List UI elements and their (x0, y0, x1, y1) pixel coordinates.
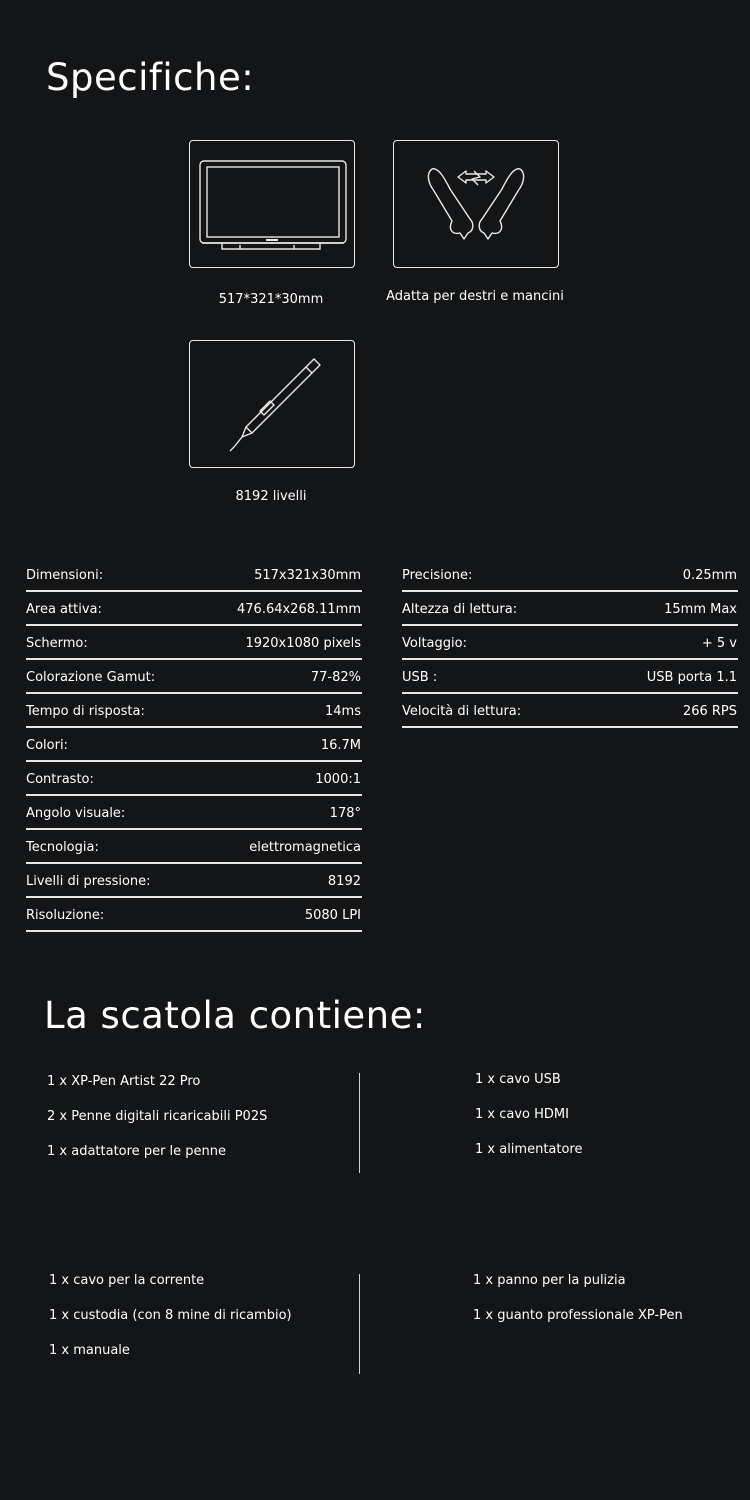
spec-label: Schermo: (26, 636, 88, 651)
spec-value: 77-82% (310, 670, 361, 685)
spec-table-left (26, 560, 362, 932)
spec-value: elettromagnetica (249, 840, 361, 855)
spec-label: Angolo visuale: (26, 806, 126, 821)
spec-label: Voltaggio: (402, 636, 467, 651)
spec-label: Colorazione Gamut: (26, 670, 156, 685)
spec-row (26, 662, 362, 694)
spec-value: 5080 LPI (304, 908, 361, 923)
box-item: 1 x cavo USB (475, 1072, 561, 1087)
spec-label: Dimensioni: (26, 568, 104, 583)
spec-label: Altezza di lettura: (402, 602, 518, 617)
spec-label: Area attiva: (26, 602, 102, 617)
spec-row (26, 866, 362, 898)
stylus-pen-icon (190, 341, 354, 467)
box-item: 1 x cavo per la corrente (49, 1273, 205, 1288)
box-item: 1 x XP-Pen Artist 22 Pro (47, 1074, 201, 1089)
spec-row (26, 594, 362, 626)
spec-value: 1000:1 (315, 772, 361, 787)
column-divider (359, 1274, 360, 1374)
feature-caption-dimensions: 517*321*30mm (218, 292, 324, 307)
spec-row (26, 696, 362, 728)
spec-label: Contrasto: (26, 772, 94, 787)
spec-row (26, 560, 362, 592)
spec-value: 0.25mm (682, 568, 737, 583)
box-contents-heading: La scatola contiene: (44, 994, 426, 1037)
box-item: 1 x adattatore per le penne (47, 1144, 227, 1159)
box-item: 1 x alimentatore (475, 1142, 583, 1157)
spec-label: Risoluzione: (26, 908, 105, 923)
spec-row (26, 798, 362, 830)
spec-value: 178° (329, 806, 361, 821)
box-item: 1 x manuale (49, 1343, 130, 1358)
spec-value: 1920x1080 pixels (245, 636, 361, 651)
box-item: 1 x cavo HDMI (475, 1107, 569, 1122)
spec-row (402, 628, 738, 660)
feature-caption-handedness: Adatta per destri e mancini (386, 289, 564, 304)
spec-value: 517x321x30mm (254, 568, 361, 583)
feature-caption-pressure: 8192 livelli (235, 489, 307, 504)
box-item: 1 x panno per la pulizia (473, 1273, 626, 1288)
spec-value: + 5 v (701, 636, 737, 651)
spec-value: 16.7M (320, 738, 361, 753)
spec-value: 8192 (327, 874, 361, 889)
spec-label: Tecnologia: (26, 840, 99, 855)
spec-label: Tempo di risposta: (26, 704, 145, 719)
spec-value: 476.64x268.11mm (237, 602, 361, 617)
left-right-hand-pen-icon (394, 141, 558, 267)
spec-label: USB : (402, 670, 438, 685)
spec-value: USB porta 1.1 (646, 670, 737, 685)
specs-heading: Specifiche: (46, 56, 255, 99)
spec-row (26, 730, 362, 762)
spec-label: Livelli di pressione: (26, 874, 151, 889)
spec-value: 266 RPS (682, 704, 737, 719)
feature-box-pressure (189, 340, 355, 468)
spec-table-right (402, 560, 738, 728)
box-item: 1 x guanto professionale XP-Pen (473, 1308, 683, 1323)
spec-row (402, 662, 738, 694)
spec-row (402, 696, 738, 728)
spec-label: Velocità di lettura: (402, 704, 522, 719)
spec-value: 15mm Max (664, 602, 737, 617)
spec-row (26, 764, 362, 796)
box-item: 2 x Penne digitali ricaricabili P02S (47, 1109, 268, 1124)
feature-box-dimensions (189, 140, 355, 268)
spec-value: 14ms (325, 704, 361, 719)
feature-box-handedness (393, 140, 559, 268)
spec-label: Precisione: (402, 568, 473, 583)
column-divider (359, 1073, 360, 1173)
spec-row (26, 832, 362, 864)
spec-row (26, 900, 362, 932)
spec-row (402, 594, 738, 626)
box-item: 1 x custodia (con 8 mine di ricambio) (49, 1308, 292, 1323)
spec-label: Colori: (26, 738, 68, 753)
spec-row (402, 560, 738, 592)
display-tablet-icon (190, 141, 354, 267)
spec-row (26, 628, 362, 660)
